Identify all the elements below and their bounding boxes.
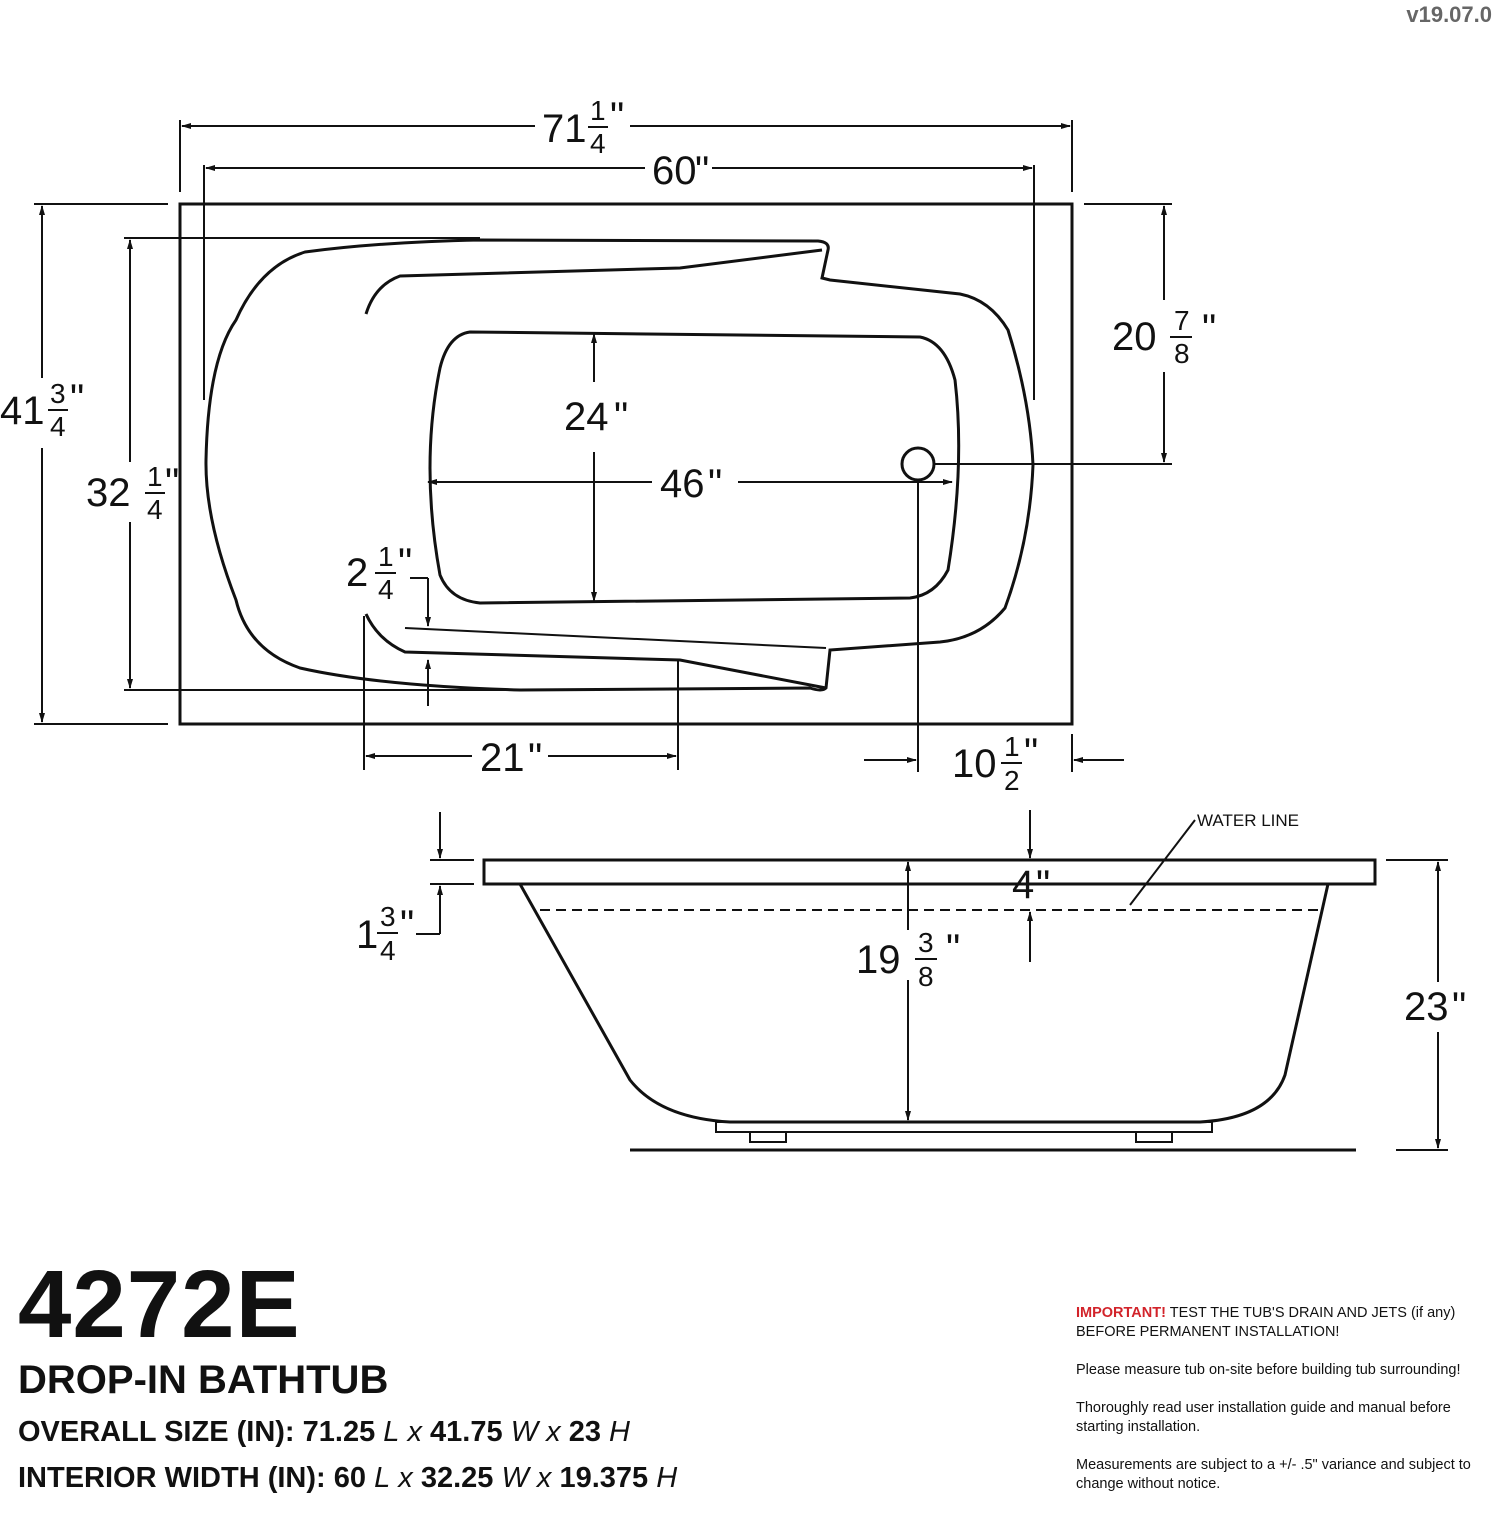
svg-text:3: 3: [918, 927, 934, 958]
svg-text:": ": [1024, 731, 1039, 775]
svg-text:": ": [398, 541, 413, 585]
svg-text:7: 7: [1174, 305, 1190, 336]
svg-text:32: 32: [86, 471, 131, 515]
dim-floor-width: 24: [564, 395, 609, 439]
dim-armrest-width: [346, 541, 412, 605]
side-view: [356, 810, 1466, 1150]
rim: [484, 860, 1375, 884]
dim-unit: ": [1036, 863, 1051, 907]
svg-text:": ": [165, 461, 180, 505]
top-view: [0, 95, 1216, 796]
svg-text:4: 4: [147, 494, 163, 525]
svg-text:4: 4: [590, 128, 606, 159]
version-label: v19.07.0: [1406, 2, 1492, 27]
dim-rim-thickness: [356, 901, 414, 966]
svg-text:": ": [1202, 307, 1217, 351]
svg-text:1: 1: [147, 461, 163, 492]
svg-text:1: 1: [356, 913, 379, 957]
armrest-lower-edge: [405, 628, 826, 648]
drain-icon: [902, 448, 934, 480]
svg-text:": ": [946, 927, 961, 971]
dim-unit: ": [1452, 985, 1467, 1029]
svg-text:71: 71: [542, 107, 587, 151]
overall-size-spec: OVERALL SIZE (IN): 71.25 L x 41.75 W x 23 H: [18, 1416, 630, 1448]
svg-text:1: 1: [378, 541, 394, 572]
svg-text:": ": [400, 903, 415, 947]
dim-unit: ": [528, 736, 543, 780]
svg-text:20: 20: [1112, 315, 1157, 359]
product-type: DROP-IN BATHTUB: [18, 1358, 389, 1402]
svg-text:4: 4: [380, 935, 396, 966]
svg-text:2: 2: [1004, 765, 1020, 796]
svg-text:41: 41: [0, 389, 45, 433]
svg-text:19: 19: [856, 938, 901, 982]
variance-note: Measurements are subject to a +/- .5" variance and subject to change without notice.: [1076, 1457, 1471, 1492]
svg-text:10: 10: [952, 742, 997, 786]
svg-text:": ": [70, 377, 85, 421]
dim-overall-length: [542, 95, 624, 159]
dim-armrest-length: 21: [480, 736, 525, 780]
svg-text:4: 4: [50, 411, 66, 442]
svg-text:4: 4: [378, 574, 394, 605]
svg-text:8: 8: [918, 961, 934, 992]
foot-right: [1136, 1132, 1172, 1142]
svg-text:1: 1: [1004, 731, 1020, 762]
dim-water-line-depth: 4: [1012, 863, 1035, 907]
dim-unit: ": [708, 462, 723, 506]
installation-notes: [1076, 1304, 1488, 1513]
svg-text:1: 1: [590, 95, 606, 126]
dim-overall-height: 23: [1404, 985, 1449, 1029]
dim-unit: ": [695, 149, 710, 193]
svg-text:2: 2: [346, 551, 369, 595]
leader-line: [1130, 820, 1195, 905]
svg-text:8: 8: [1174, 338, 1190, 369]
model-number: 4272E: [18, 1251, 301, 1358]
read-note: Thoroughly read user installation guide and manual before starting installation.: [1076, 1400, 1451, 1435]
basin-outer: [206, 240, 1033, 690]
svg-text:3: 3: [380, 901, 396, 932]
svg-text:3: 3: [50, 378, 66, 409]
dim-drain-offset-end: [952, 731, 1038, 796]
dim-interior-width: [86, 461, 179, 525]
basin-side: [520, 884, 1328, 1122]
measure-note: Please measure tub on-site before building tub surrounding!: [1076, 1362, 1461, 1378]
water-line-label: WATER LINE: [1197, 811, 1300, 830]
armrest-upper: [366, 250, 822, 314]
dim-floor-length: 46: [660, 462, 705, 506]
dim-interior-length: 60: [652, 149, 697, 193]
interior-size-spec: INTERIOR WIDTH (IN): 60 L x 32.25 W x 19.375 H: [18, 1462, 678, 1494]
dim-unit: ": [614, 395, 629, 439]
dim-overall-width: [0, 377, 84, 442]
foot-left: [750, 1132, 786, 1142]
svg-text:": ": [610, 95, 625, 139]
armrest-lower: [366, 614, 826, 688]
important-note: IMPORTANT! TEST THE TUB'S DRAIN AND JETS (if any) BEFORE PERMANENT INSTALLATION!: [1076, 1305, 1456, 1340]
dim-drain-offset-top: [1112, 305, 1216, 369]
